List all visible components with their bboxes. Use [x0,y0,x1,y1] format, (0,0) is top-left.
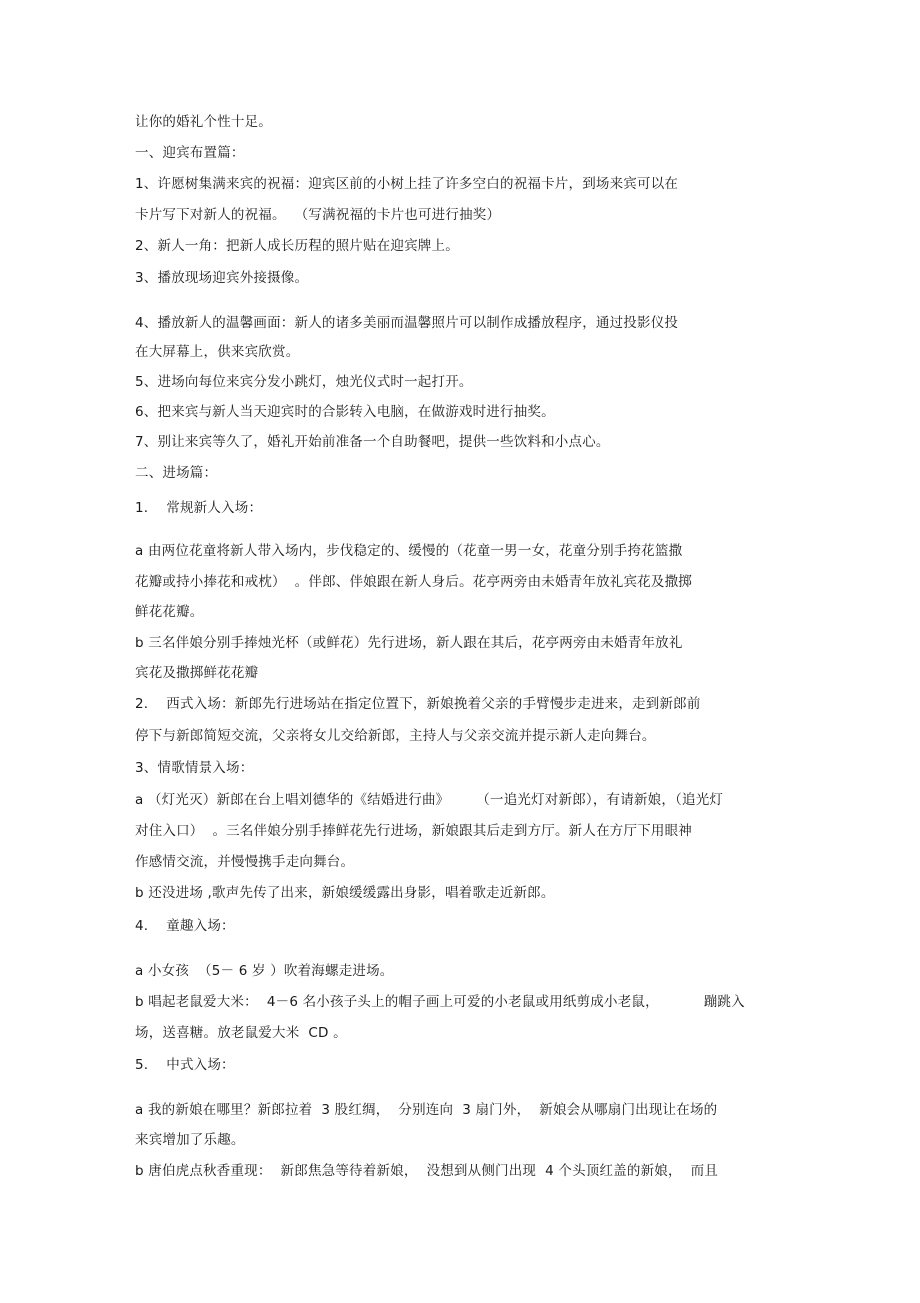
text-line: 场，送喜糖。放老鼠爱大米 CD 。 [135,1025,347,1041]
text-line: 7、别让来宾等久了，婚礼开始前准备一个自助餐吧，提供一些饮料和小点心。 [135,434,610,450]
text-line: b 唐伯虎点秋香重现： 新郎焦急等待着新娘， 没想到从侧门出现 4 个头顶红盖的新娘， 而且 [135,1163,719,1179]
text-line: 6、把来宾与新人当天迎宾时的合影转入电脑，在做游戏时进行抽奖。 [135,404,555,420]
text-line: 3、播放现场迎宾外接摄像。 [135,270,309,286]
text-line: 2、新人一角：把新人成长历程的照片贴在迎宾牌上。 [135,238,459,254]
text-line: 停下与新郎简短交流，父亲将女儿交给新郎，主持人与父亲交流并提示新人走向舞台。 [135,728,656,744]
text-line: 宾花及撒掷鲜花花瓣 [135,665,259,681]
text-line: 对住入口） 。三名伴娘分别手捧鲜花先行进场，新娘跟其后走到方厅。新人在方厅下用眼神 [135,823,692,839]
text-line: 花瓣或持小捧花和戒枕） 。伴郎、伴娘跟在新人身后。花亭两旁由未婚青年放礼宾花及撒掷 [135,574,692,590]
text-line: 5、进场向每位来宾分发小跳灯，烛光仪式时一起打开。 [135,374,473,390]
text-line: 5. 中式入场： [135,1057,235,1073]
text-line: 卡片写下对新人的祝福。 （写满祝福的卡片也可进行抽奖） [135,207,501,223]
section-heading: 二、进场篇： [135,465,218,481]
text-line: b 三名伴娘分别手捧烛光杯（或鲜花）先行进场，新人跟在其后，花亭两旁由未婚青年放礼 [135,635,683,651]
text-line: 2. 西式入场：新郎先行进场站在指定位置下，新娘挽着父亲的手臂慢步走进来，走到新郎前 [135,696,701,712]
section-heading: 一、迎宾布置篇： [135,145,245,161]
text-line: 来宾增加了乐趣。 [135,1132,245,1148]
text-line: 3、情歌情景入场： [135,760,254,776]
text-line: 1. 常规新人入场： [135,500,263,516]
text-line: a （灯光灭）新郎在台上唱刘德华的《结婚进行曲》 （一追光灯对新郎），有请新娘，（追光灯 [135,792,724,808]
text-line: 作感情交流，并慢慢携手走向舞台。 [135,854,355,870]
text-line: 4. 童趣入场： [135,918,235,934]
text-line: a 小女孩 （5－ 6 岁 ）吹着海螺走进场。 [135,963,394,979]
text-line: 让你的婚礼个性十足。 [135,114,272,130]
text-line: 4、播放新人的温馨画面：新人的诸多美丽而温馨照片可以制作成播放程序，通过投影仪投 [135,315,679,331]
text-line: 鲜花花瓣。 [135,604,204,620]
text-line: b 唱起老鼠爱大米： 4－6 名小孩子头上的帽子画上可爱的小老鼠或用纸剪成小老鼠， 蹦跳入 [135,994,745,1010]
text-line: a 我的新娘在哪里？新郎拉着 3 股红绸， 分别连向 3 扇门外， 新娘会从哪扇门出现让在场的 [135,1102,718,1118]
text-line: a 由两位花童将新人带入场内，步伐稳定的、缓慢的（花童一男一女，花童分别手挎花篮撒 [135,543,683,559]
text-line: 在大屏幕上，供来宾欣赏。 [135,344,300,360]
text-line: 1、许愿树集满来宾的祝福：迎宾区前的小树上挂了许多空白的祝福卡片，到场来宾可以在 [135,176,679,192]
text-line: b 还没进场 ,歌声先传了出来，新娘缓缓露出身影，唱着歌走近新郎。 [135,885,555,901]
